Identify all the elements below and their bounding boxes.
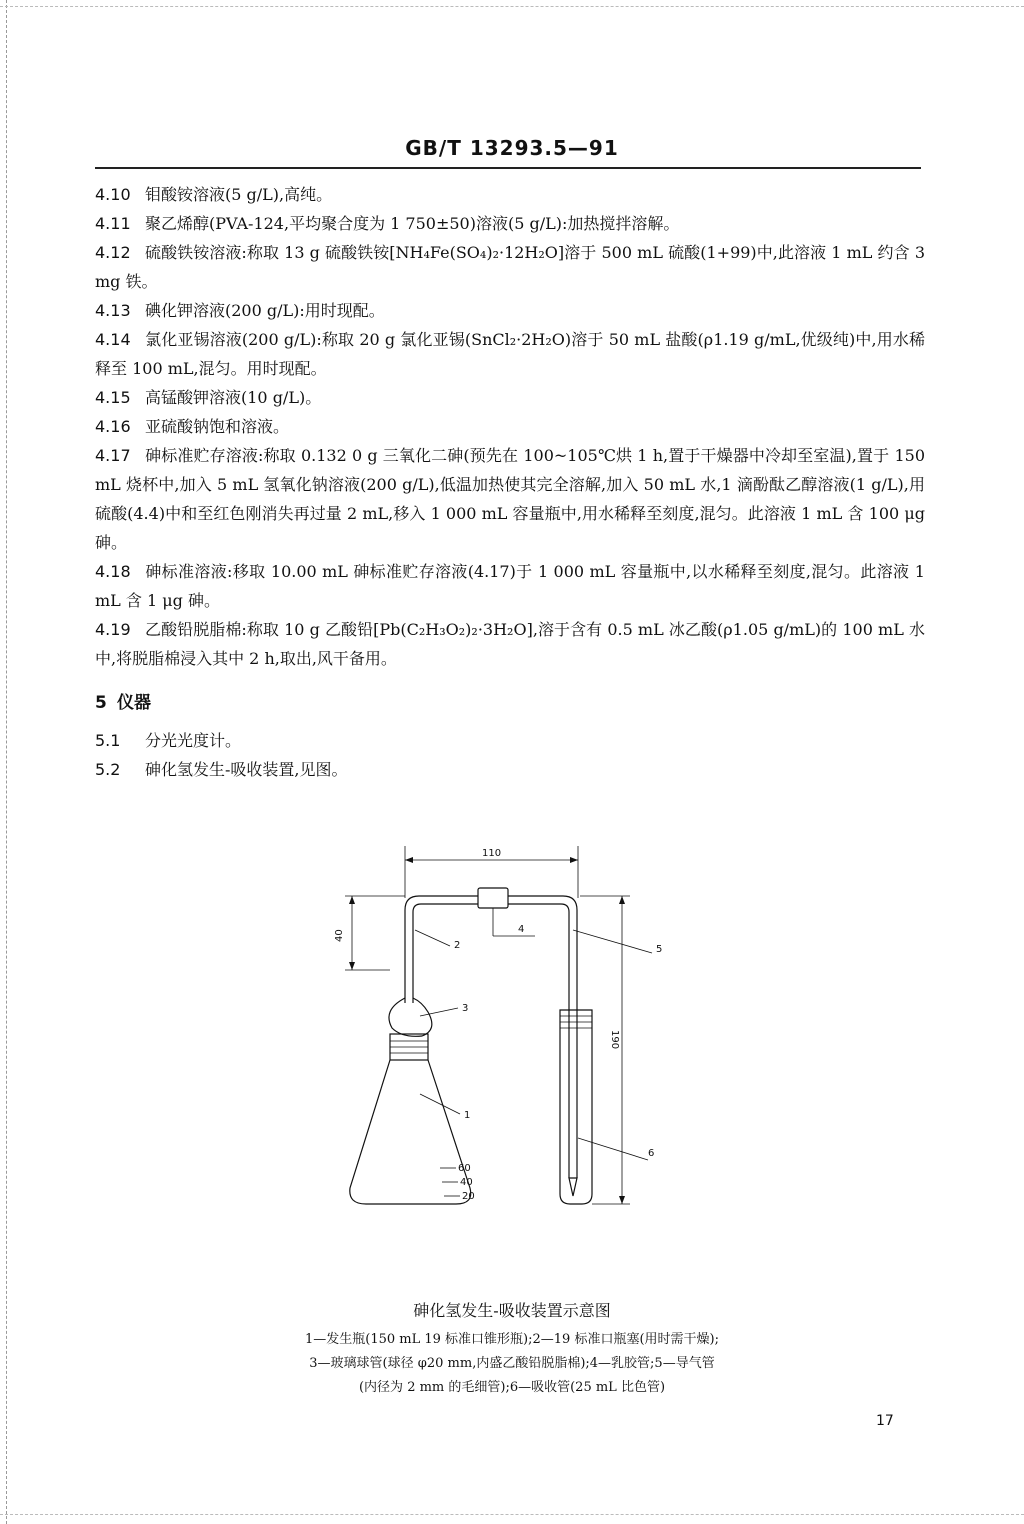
page-number: 17	[876, 1413, 894, 1429]
dim-40-label: 40	[334, 929, 345, 942]
graduation-20: 20	[462, 1191, 475, 1202]
clause-number: 5.1	[95, 731, 121, 750]
clause-number: 4.11	[95, 214, 131, 233]
section-number: 5	[95, 693, 107, 713]
label-6: 6	[648, 1148, 655, 1159]
legend-line: (内径为 2 mm 的毛细管);6—吸收管(25 mL 比色管)	[358, 1380, 666, 1395]
header-rule	[95, 167, 921, 169]
clause-number: 4.14	[95, 330, 131, 349]
legend-line: 1—发生瓶(150 mL 19 标准口锥形瓶);2—19 标准口瓶塞(用时需干燥);	[305, 1332, 719, 1347]
clause-number: 4.13	[95, 301, 131, 320]
clause-4-12	[95, 238, 925, 296]
section-5-heading	[95, 689, 925, 718]
graduation-40: 40	[460, 1177, 473, 1188]
clause-text: 钼酸铵溶液(5 g/L),高纯。	[145, 185, 333, 204]
clause-text: 分光光度计。	[145, 731, 242, 750]
clause-text: 亚硫酸钠饱和溶液。	[145, 417, 290, 436]
clause-5-2	[95, 755, 925, 784]
leader-6	[578, 1138, 648, 1160]
dim-arrow	[619, 896, 625, 904]
clause-number: 4.15	[95, 388, 131, 407]
leader-5	[573, 930, 652, 953]
label-2: 2	[454, 940, 461, 951]
glass-ball-tube	[389, 998, 432, 1036]
capillary-tip	[569, 1178, 577, 1196]
legend-line: 3—玻璃球管(球径 φ20 mm,内盛乙酸铅脱脂棉);4—乳胶管;5—导气管	[309, 1356, 715, 1371]
clause-text: 砷标准溶液:移取 10.00 mL 砷标准贮存溶液(4.17)于 1 000 mL 容量瓶中,以水稀释至刻度,混匀。此溶液 1 mL 含 1 μg 砷。	[95, 562, 925, 610]
clause-text: 硫酸铁铵溶液:称取 13 g 硫酸铁铵[NH₄Fe(SO₄)₂·12H₂O]溶于 500 mL 硫酸(1+99)中,此溶液 1 mL 约含 3 mg 铁。	[95, 243, 925, 291]
clause-5-1	[95, 726, 925, 755]
scan-edge-bottom	[0, 1514, 1024, 1515]
clause-number: 4.12	[95, 243, 131, 262]
clause-number: 4.19	[95, 620, 131, 639]
label-3: 3	[462, 1003, 469, 1014]
clause-4-11	[95, 209, 925, 238]
graduation-60: 60	[458, 1163, 471, 1174]
leader-2	[415, 930, 450, 946]
absorption-tube	[560, 1010, 592, 1204]
label-4: 4	[518, 924, 525, 935]
clause-4-14	[95, 325, 925, 383]
clause-4-13	[95, 296, 925, 325]
latex-tube	[478, 888, 508, 908]
clause-number: 4.18	[95, 562, 131, 581]
scan-edge-top	[0, 6, 1024, 7]
clause-number: 5.2	[95, 760, 121, 779]
clause-text: 高锰酸钾溶液(10 g/L)。	[145, 388, 322, 407]
dim-arrow	[570, 857, 578, 863]
capillary-left-inner	[413, 904, 478, 1003]
clause-4-10	[95, 180, 925, 209]
dim-arrow	[619, 1196, 625, 1204]
dim-190-label: 190	[609, 1030, 620, 1050]
figure-caption-title: 砷化氢发生-吸收装置示意图	[413, 1301, 611, 1320]
clause-text: 乙酸铅脱脂棉:称取 10 g 乙酸铅[Pb(C₂H₃O₂)₂·3H₂O],溶于含有 0.5 mL 冰乙酸(ρ1.05 g/mL)的 100 mL 水中,将脱脂棉浸入其中 2 h,取出,风干备用。	[95, 620, 925, 668]
capillary-right-outer	[508, 896, 577, 1178]
label-1: 1	[464, 1110, 471, 1121]
scan-edge-left	[6, 0, 7, 1524]
clause-text: 碘化钾溶液(200 g/L):用时现配。	[145, 301, 385, 320]
arsine-apparatus-diagram	[330, 838, 690, 1218]
clause-4-16	[95, 412, 925, 441]
clause-4-18	[95, 557, 925, 615]
dim-arrow	[349, 962, 355, 970]
dim-arrow	[349, 896, 355, 904]
dim-arrow	[405, 857, 413, 863]
capillary-left-outer	[405, 896, 478, 1003]
clause-text: 聚乙烯醇(PVA-124,平均聚合度为 1 750±50)溶液(5 g/L):加热搅拌溶解。	[145, 214, 680, 233]
standard-number-header: GB/T 13293.5—91	[405, 136, 619, 160]
section-title: 仪器	[117, 693, 151, 713]
clause-text: 砷标准贮存溶液:称取 0.132 0 g 三氧化二砷(预先在 100~105℃烘 1 h,置于干燥器中冷却至室温),置于 150 mL 烧杯中,加入 5 mL 氢氧化钠溶液(200 g/L),低温加热使其完全溶解,加入 50 mL 水,1 滴酚酞乙醇溶液(1 g/L),用硫酸(4.4)中和至红色刚消失再过量 2 mL,移入 1 000 mL 容量瓶中,用水稀释至刻度,混匀。此溶液 1 mL 含 100 μg 砷。	[95, 446, 925, 552]
document-body	[95, 180, 925, 784]
conical-flask	[350, 1060, 471, 1204]
clause-text: 氯化亚锡溶液(200 g/L):称取 20 g 氯化亚锡(SnCl₂·2H₂O)溶于 50 mL 盐酸(ρ1.19 g/mL,优级纯)中,用水稀释至 100 mL,混匀。用时现配。	[95, 330, 925, 378]
clause-4-15	[95, 383, 925, 412]
dim-110-label: 110	[482, 848, 502, 859]
clause-4-17	[95, 441, 925, 557]
clause-number: 4.10	[95, 185, 131, 204]
clause-number: 4.17	[95, 446, 131, 465]
clause-number: 4.16	[95, 417, 131, 436]
figure-legend	[0, 1328, 1024, 1400]
clause-4-19	[95, 615, 925, 673]
clause-text: 砷化氢发生-吸收装置,见图。	[145, 760, 348, 779]
label-5: 5	[656, 944, 663, 955]
